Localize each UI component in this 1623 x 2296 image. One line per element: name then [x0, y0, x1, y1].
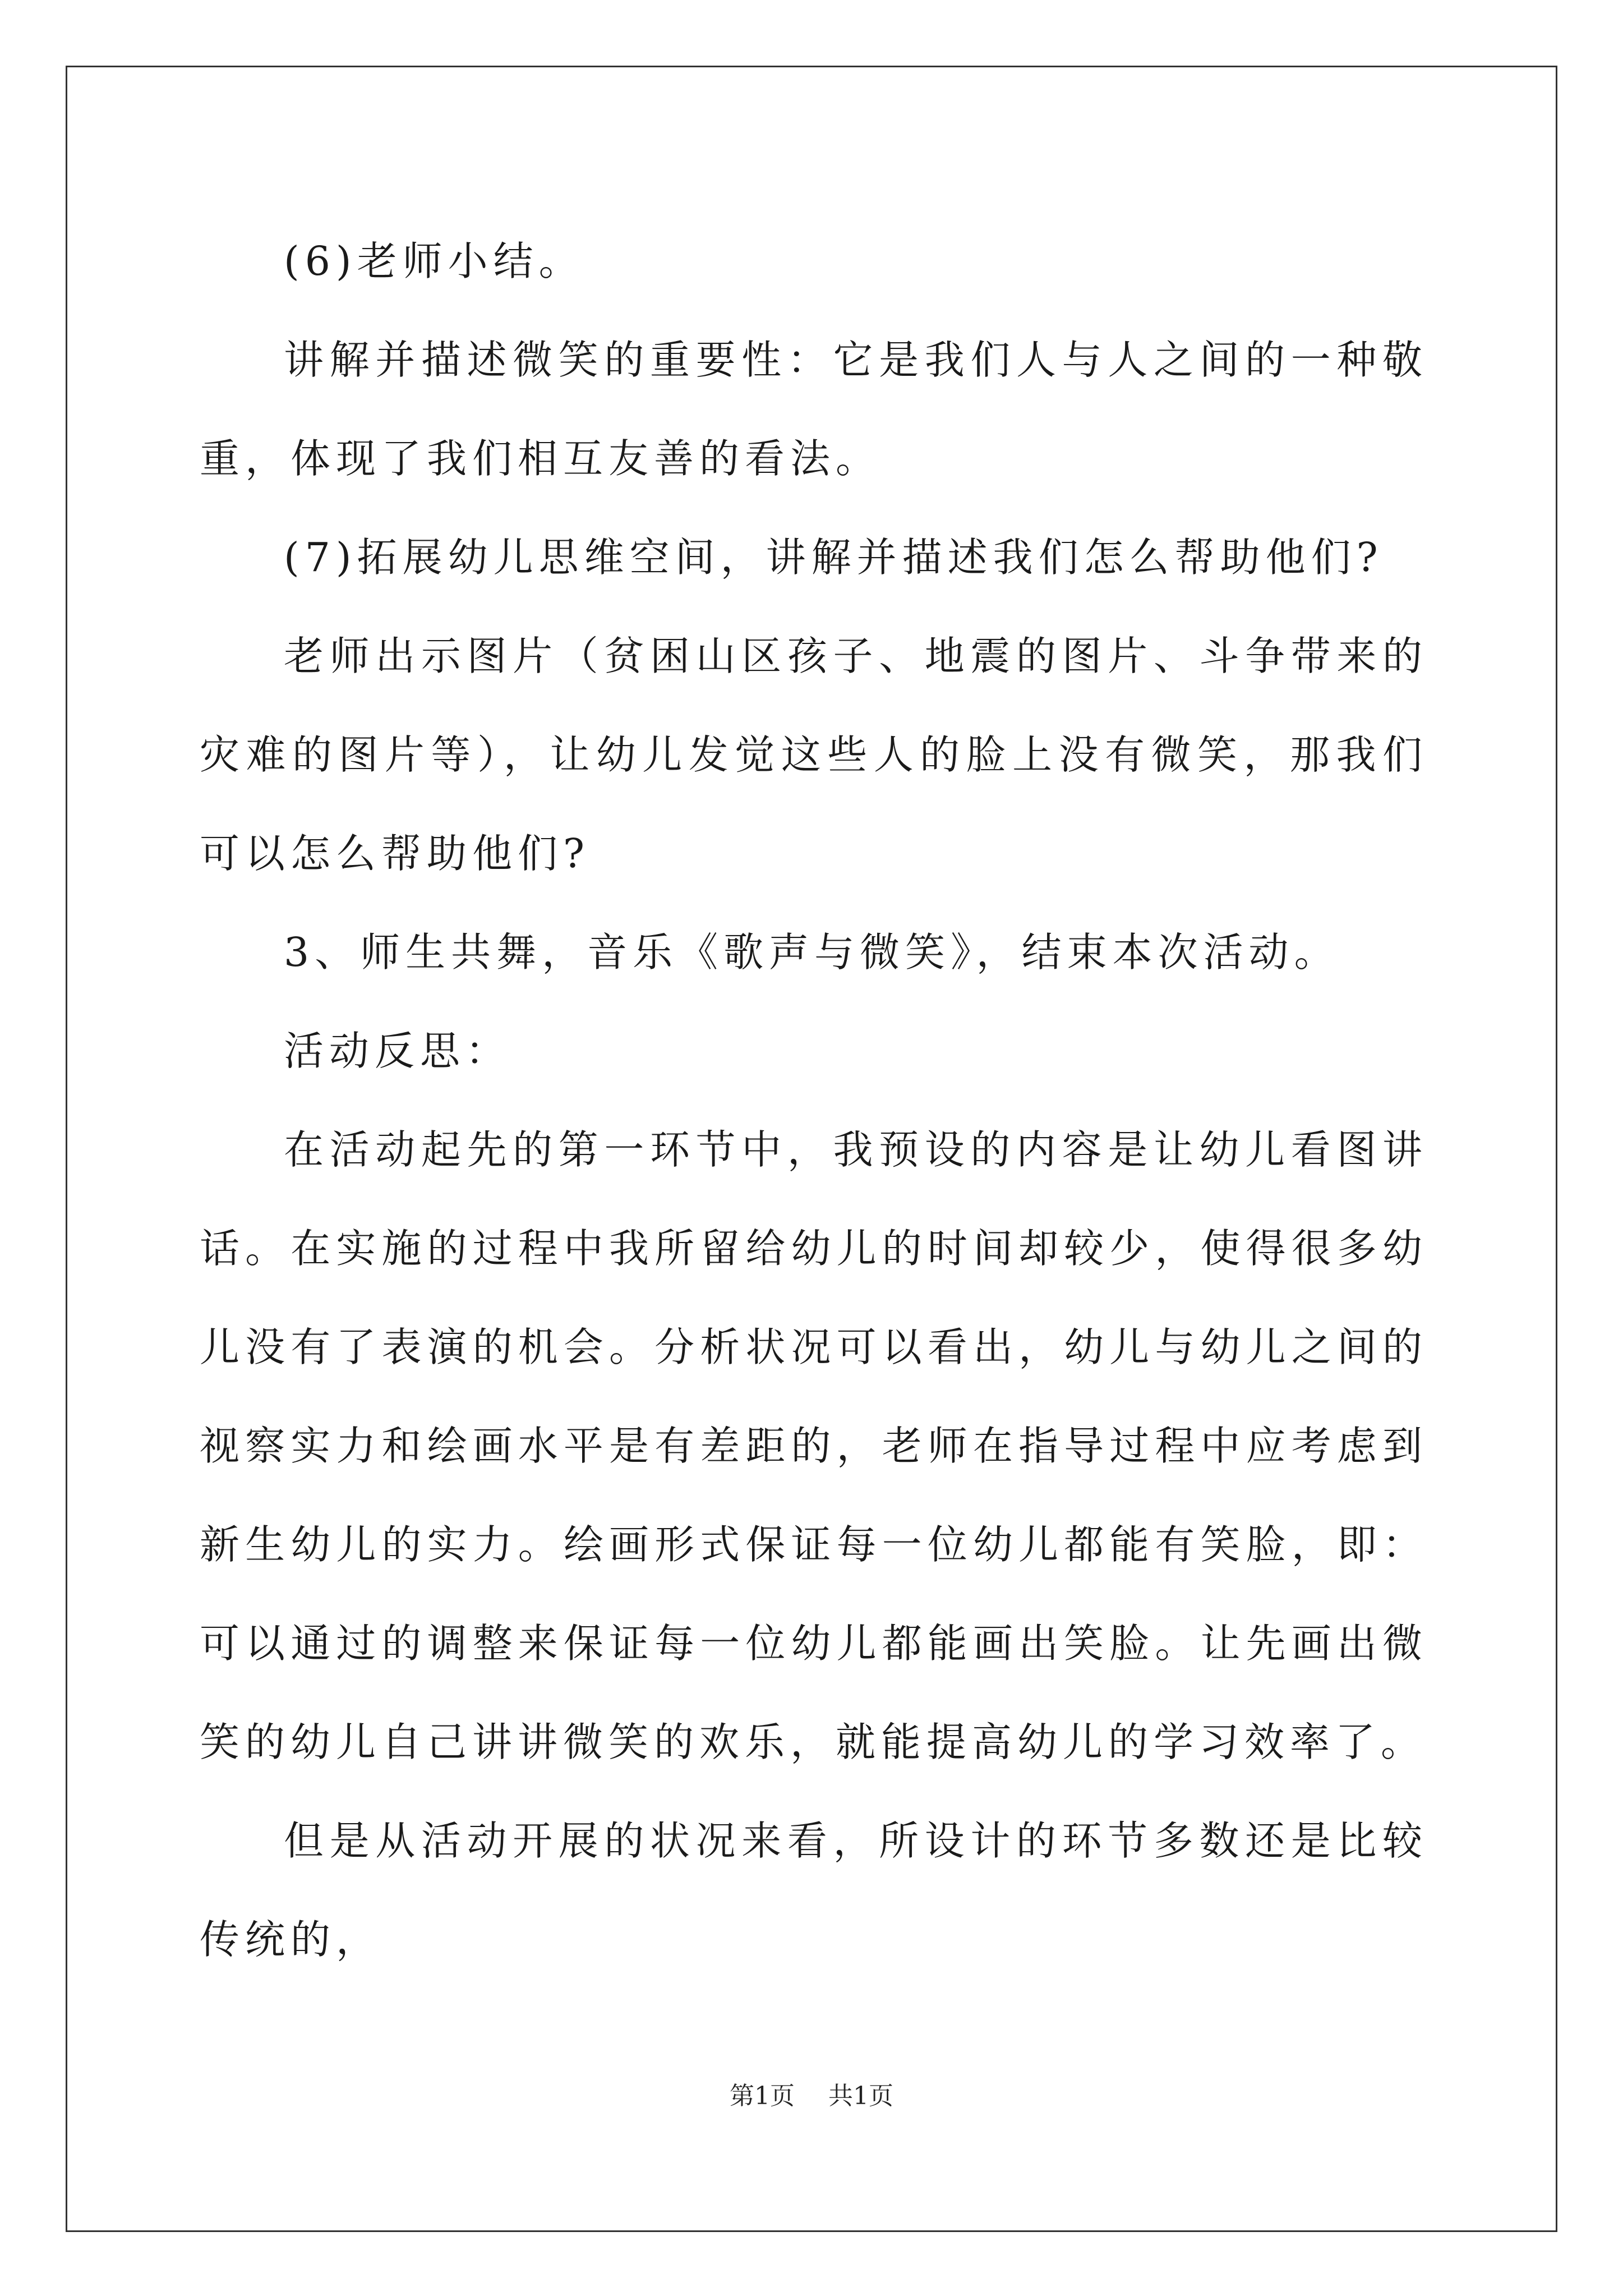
document-body — [200, 212, 1428, 1989]
paragraph-dance-ending: 3、师生共舞，音乐《歌声与微笑》，结束本次活动。 — [284, 929, 1340, 976]
paragraph-reflection-heading: 活动反思： — [284, 1028, 511, 1074]
paragraph-teacher-summary: (6)老师小结。 — [284, 238, 584, 284]
page-number-total: 共1页 — [828, 2082, 893, 2110]
paragraph-expand-thinking: (7)拓展幼儿思维空间，讲解并描述我们怎么帮助他们? — [284, 534, 1384, 581]
paragraph-reflection-second: 但是从活动开展的状况来看，所设计的环节多数还是比较传统的， — [200, 1818, 1428, 1963]
page-footer — [0, 2076, 1623, 2111]
paragraph-reflection-first: 在活动起先的第一环节中，我预设的内容是让幼儿看图讲话。在实施的过程中我所留给幼儿的时间却较少，使得很多幼儿没有了表演的机会。分析状况可以看出，幼儿与幼儿之间的视察实力和绘画水平是有差距的，老师在指导过程中应考虑到新生幼儿的实力。绘画形式保证每一位幼儿都能有笑脸，即：可以通过的调整来保证每一位幼儿都能画出笑脸。让先画出微笑的幼儿自己讲讲微笑的欢乐，就能提高幼儿的学习效率了。 — [200, 1126, 1428, 1765]
page-number-current: 第1页 — [730, 2082, 795, 2110]
paragraph-smile-importance: 讲解并描述微笑的重要性：它是我们人与人之间的一种敬重，体现了我们相互友善的看法。 — [200, 337, 1428, 482]
paragraph-show-pictures: 老师出示图片（贫困山区孩子、地震的图片、斗争带来的灾难的图片等），让幼儿发觉这些人的脸上没有微笑，那我们可以怎么帮助他们? — [200, 633, 1428, 877]
